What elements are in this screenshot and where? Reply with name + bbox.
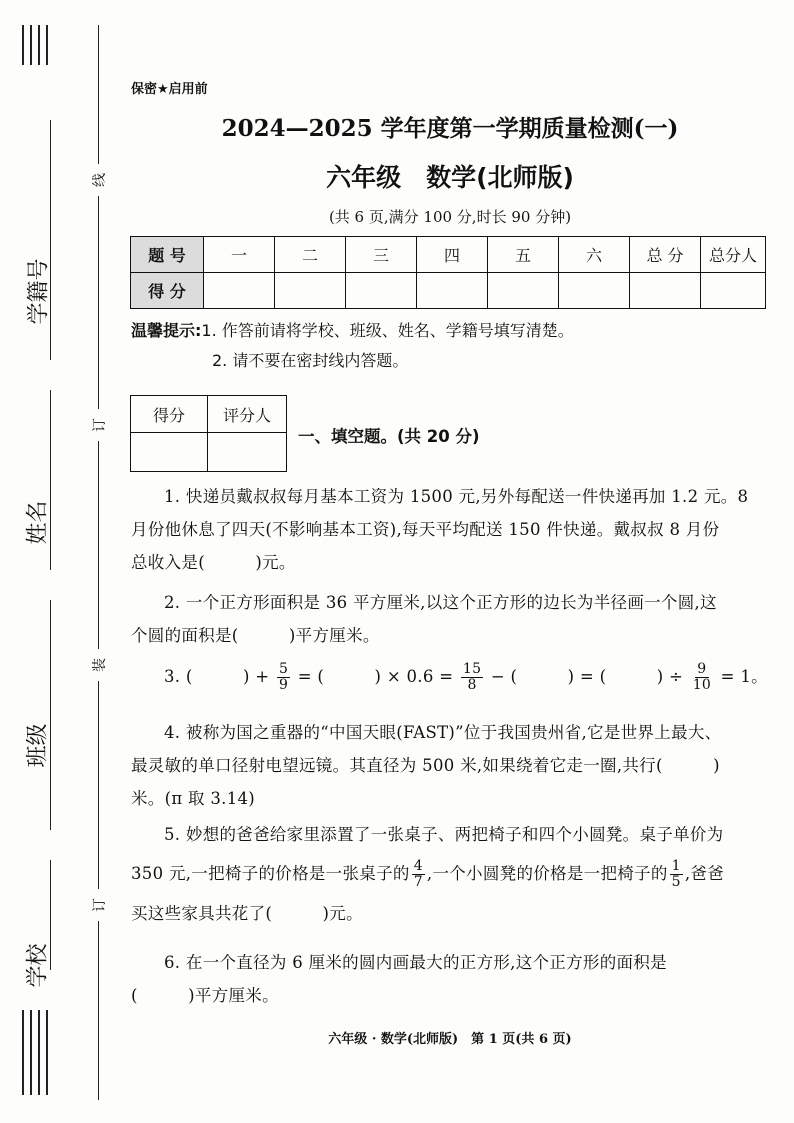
question-5-line-2-c: ,爸爸: [684, 864, 725, 883]
section-1-title: 一、填空题。(共 20 分): [298, 427, 480, 446]
score-cell-total: 总 分: [630, 237, 701, 273]
fraction-denominator: 8: [467, 677, 477, 693]
question-3: [131, 660, 794, 693]
question-6: [131, 946, 771, 1012]
question-4-line-2: 最灵敏的单口径射电望远镜。其直径为 500 米,如果绕着它走一圈,共行( ): [131, 756, 720, 775]
exam-title: 2024—2025 学年度第一学期质量检测(一): [221, 115, 679, 142]
page-footer: 六年级 · 数学(北师版) 第 1 页(共 6 页): [328, 1032, 572, 1047]
question-3-part-d: = 1。: [720, 667, 768, 686]
score-blank-1[interactable]: [204, 273, 275, 309]
grade-box-score-label: 得分: [131, 396, 208, 433]
score-cell-scorer: 总分人: [701, 237, 766, 273]
fraction-numerator: 1: [671, 858, 681, 874]
secret-label: 保密★启用前: [131, 82, 208, 97]
exam-subject: 六年级 数学(北师版): [326, 163, 574, 192]
question-2-line-2: 个圆的面积是( )平方厘米。: [131, 626, 380, 645]
seal-mark-ding-1: 订: [89, 409, 109, 441]
score-cell-q1: 一: [204, 237, 275, 273]
tips-text-1: 1. 作答前请将学校、班级、姓名、学籍号填写清楚。: [201, 321, 574, 340]
question-5: [131, 818, 771, 930]
tips-line-1: [131, 318, 574, 341]
question-4-line-3: 米。(π 取 3.14): [131, 789, 256, 808]
fraction-numerator: 15: [462, 661, 482, 677]
score-blank-4[interactable]: [417, 273, 488, 309]
score-blank-2[interactable]: [275, 273, 346, 309]
seal-mark-ding-2: 订: [89, 889, 109, 921]
binding-double-line-bot-3: [38, 1010, 40, 1095]
score-blank-3[interactable]: [346, 273, 417, 309]
fraction-denominator: 9: [278, 677, 289, 693]
question-3-part-a: 3. ( ) +: [164, 667, 270, 686]
question-2-line-1: 2. 一个正方形面积是 36 平方厘米,以这个正方形的边长为半径画一个圆,这: [164, 593, 717, 612]
binding-double-line-top-4: [46, 25, 48, 65]
seal-mark-xian: 线: [89, 164, 109, 196]
score-cell-q3: 三: [346, 237, 417, 273]
score-cell-q2: 二: [275, 237, 346, 273]
grade-box-scorer-blank[interactable]: [208, 433, 287, 472]
fraction-4-7: [412, 859, 425, 890]
score-table-header-row: [131, 237, 766, 273]
question-5-line-2: [131, 851, 771, 897]
question-3-part-c: − ( ) = ( ) ÷: [490, 667, 684, 686]
fraction-numerator: 9: [697, 661, 707, 677]
score-row-label: 得 分: [131, 273, 204, 309]
score-cell-label: 题 号: [131, 237, 204, 273]
label-class: 班级: [25, 723, 51, 768]
score-blank-scorer[interactable]: [701, 273, 766, 309]
score-cell-q5: 五: [488, 237, 559, 273]
question-4: [131, 716, 771, 815]
fraction-15-8: [461, 662, 483, 693]
question-1: [131, 480, 771, 579]
binding-double-line-top-1: [22, 25, 24, 65]
exam-info: (共 6 页,满分 100 分,时长 90 分钟): [328, 208, 572, 226]
question-3-part-b: = ( ) × 0.6 =: [297, 667, 454, 686]
score-blank-total[interactable]: [630, 273, 701, 309]
binding-double-line-bot-4: [46, 1010, 48, 1095]
binding-double-line-top-2: [30, 25, 32, 65]
binding-double-line-bot-2: [30, 1010, 32, 1095]
question-5-line-1: 5. 妙想的爸爸给家里添置了一张桌子、两把椅子和四个小圆凳。桌子单价为: [164, 825, 724, 844]
question-1-line-3: 总收入是( )元。: [131, 553, 296, 572]
fraction-denominator: 5: [671, 874, 681, 890]
question-2: [131, 586, 771, 652]
score-cell-q4: 四: [417, 237, 488, 273]
question-5-line-3: 买这些家具共花了( )元。: [131, 904, 363, 923]
binding-double-line-top-3: [38, 25, 40, 65]
grade-box-scorer-label: 评分人: [208, 396, 287, 433]
question-1-line-2: 月份他休息了四天(不影响基本工资),每天平均配送 150 件快递。戴叔叔 8 月份: [131, 520, 720, 539]
tips-text-2: 2. 请不要在密封线内答题。: [212, 351, 409, 370]
grade-box-score-blank[interactable]: [131, 433, 208, 472]
score-table: [130, 236, 766, 309]
fraction-1-5: [670, 859, 683, 890]
question-6-line-2: ( )平方厘米。: [131, 986, 279, 1005]
seal-mark-zhuang: 装: [89, 649, 109, 681]
score-cell-q6: 六: [559, 237, 630, 273]
label-name: 姓名: [25, 500, 51, 545]
score-blank-6[interactable]: [559, 273, 630, 309]
fraction-denominator: 7: [413, 874, 423, 890]
label-school: 学校: [25, 943, 51, 988]
info-line-3: [50, 600, 51, 830]
tips-label: 温馨提示:: [131, 321, 202, 340]
fraction-denominator: 10: [692, 677, 712, 693]
fraction-numerator: 4: [413, 858, 423, 874]
question-1-line-1: 1. 快递员戴叔叔每月基本工资为 1500 元,另外每配送一件快递再加 1.2 元。8: [164, 487, 749, 506]
label-student-id: 学籍号: [26, 258, 52, 325]
score-table-score-row: [131, 273, 766, 309]
question-6-line-1: 6. 在一个直径为 6 厘米的圆内画最大的正方形,这个正方形的面积是: [164, 953, 667, 972]
question-5-line-2-a: 350 元,一把椅子的价格是一张桌子的: [131, 864, 410, 883]
fraction-numerator: 5: [278, 661, 289, 677]
grade-box: [130, 395, 287, 472]
score-blank-5[interactable]: [488, 273, 559, 309]
fraction-5-9: [277, 662, 290, 693]
binding-double-line-bot-1: [22, 1010, 24, 1095]
fraction-9-10: [691, 662, 713, 693]
question-4-line-1: 4. 被称为国之重器的“中国天眼(FAST)”位于我国贵州省,它是世界上最大、: [164, 723, 722, 742]
question-5-line-2-b: ,一个小圆凳的价格是一把椅子的: [426, 864, 668, 883]
